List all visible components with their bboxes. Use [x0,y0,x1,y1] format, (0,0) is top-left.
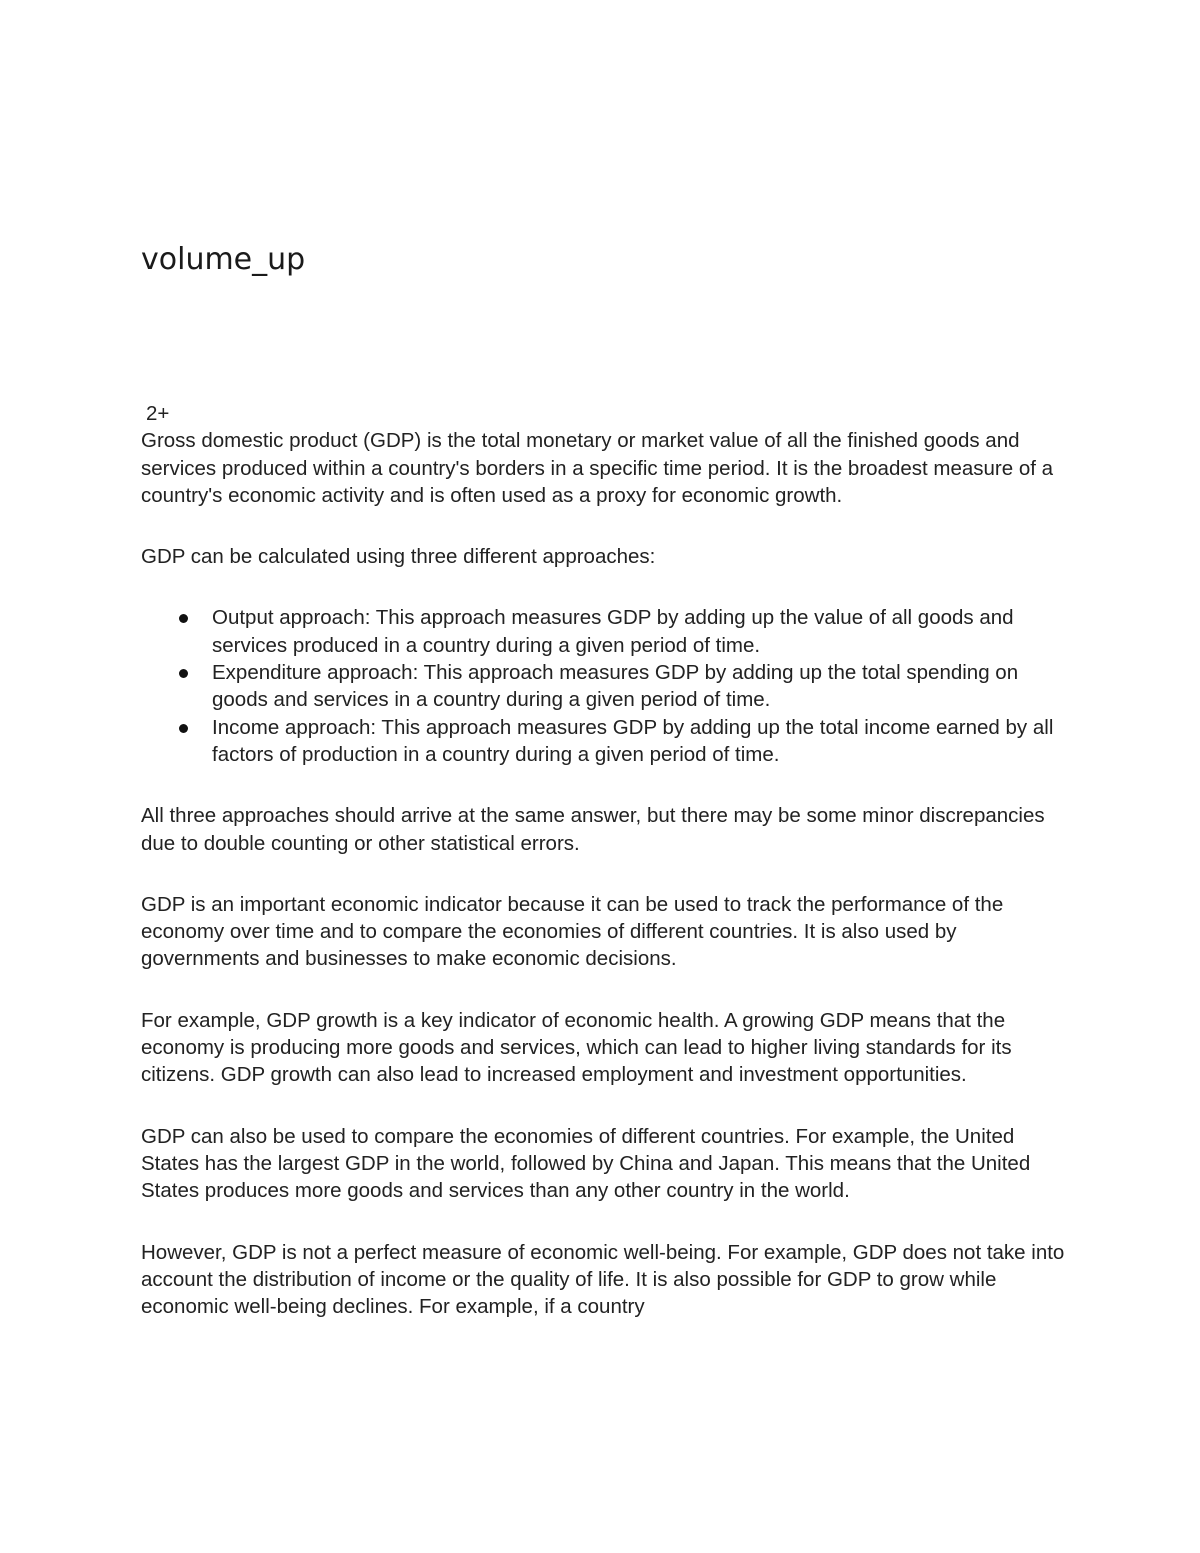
document-body [141,400,1071,1320]
bullet-icon [179,669,188,678]
paragraph-same-answer: All three approaches should arrive at the same answer, but there may be some minor discrepancies due to double counting or other statistical errors. [141,804,1045,855]
paragraph-growth-example: For example, GDP growth is a key indicator of economic health. A growing GDP means that the economy is producing more goods and services, which can lead to higher living standards for its citizens. GDP growth can also lead to increased employment and investment opportunities. [141,1008,1012,1087]
count-badge: 2+ [146,402,170,425]
list-item [212,659,1071,714]
list-item-text: Expenditure approach: This approach measures GDP by adding up the total spending on goods and services in a country during a given period of time. [212,661,1019,712]
paragraph-compare-example: GDP can also be used to compare the economies of different countries. For example, the United States has the largest GDP in the world, followed by China and Japan. This means that the United States produces more goods and services than any other country in the world. [141,1124,1031,1203]
list-item-text: Output approach: This approach measures GDP by adding up the value of all goods and services produced in a country during a given period of time. [212,606,1014,657]
page-heading: volume_up [141,242,306,277]
paragraph-importance: GDP is an important economic indicator because it can be used to track the performance of the economy over time and to compare the economies of different countries. It is also used by governments and businesses to make economic decisions. [141,892,1004,971]
approaches-list [141,604,1071,768]
paragraph-approaches-lead: GDP can be calculated using three different approaches: [141,545,656,569]
paragraph-intro: Gross domestic product (GDP) is the total monetary or market value of all the finished goods and services produced within a country's borders in a specific time period. It is the broadest measure of a country's economic activity and is often used as a proxy for economic growth. [141,429,1054,507]
bullet-icon [179,614,188,623]
list-item-text: Income approach: This approach measures GDP by adding up the total income earned by all factors of production in a country during a given period of time. [212,715,1054,766]
list-item [212,604,1071,659]
paragraph-limitations: However, GDP is not a perfect measure of economic well-being. For example, GDP does not take into account the distribution of income or the quality of life. It is also possible for GDP to grow while economic well-being declines. For example, if a country [141,1240,1065,1319]
bullet-icon [179,724,188,733]
list-item [212,714,1071,769]
